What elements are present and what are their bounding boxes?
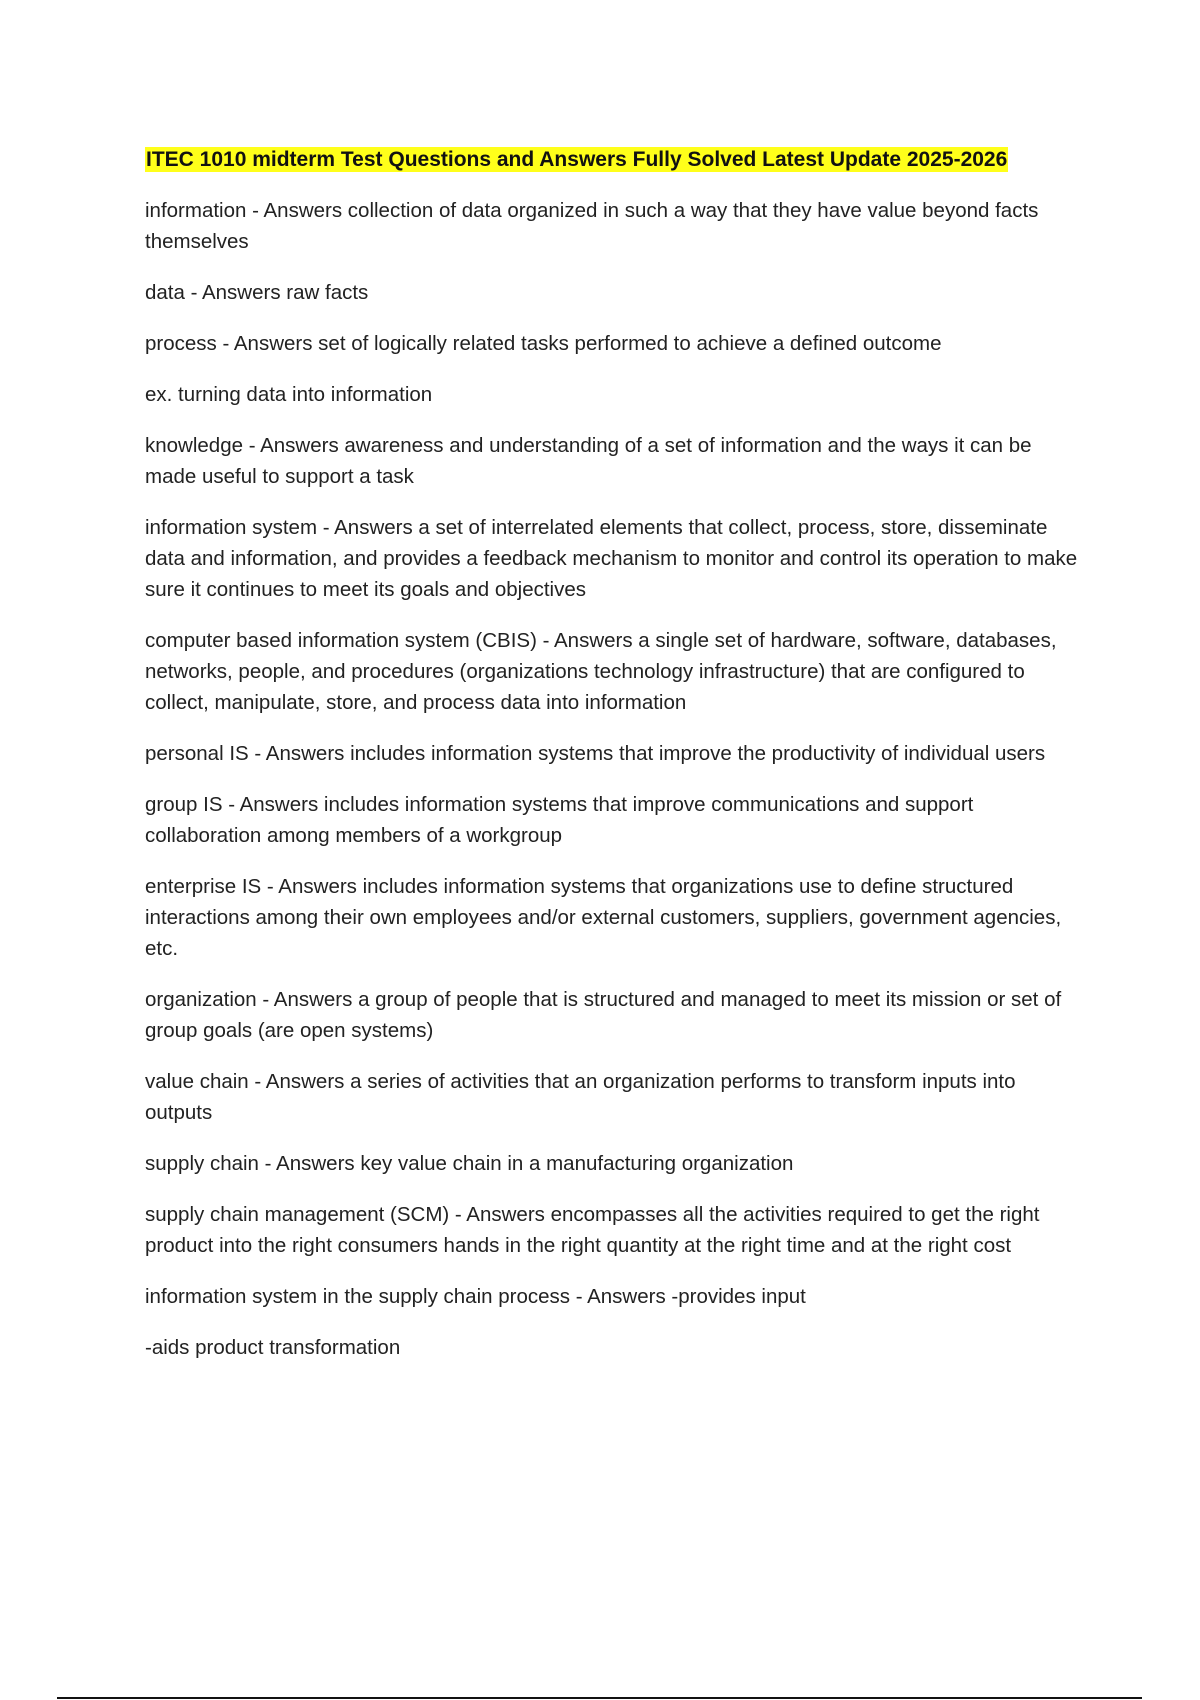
qa-entry-enterprise-is: enterprise IS - Answers includes information systems that organizations use to define structured interactions among their own employees and/or external customers, suppliers, government agencies, etc.: [145, 875, 1062, 960]
qa-entry-aids-product-transformation: -aids product transformation: [145, 1336, 401, 1359]
qa-entry-is-supply-chain-process: information system in the supply chain process - Answers -provides input: [145, 1285, 806, 1308]
qa-entry-group-is: group IS - Answers includes information systems that improve communications and support collaboration among members of a workgroup: [145, 793, 974, 847]
qa-entry-value-chain: value chain - Answers a series of activities that an organization performs to transform inputs into outputs: [145, 1070, 1016, 1124]
qa-entry-data: data - Answers raw facts: [145, 281, 369, 304]
document-title-text: ITEC 1010 midterm Test Questions and Answers Fully Solved Latest Update 2025-2026: [146, 148, 1008, 171]
qa-entry-process: process - Answers set of logically related tasks performed to achieve a defined outcome: [145, 332, 942, 355]
qa-entry-information: information - Answers collection of data organized in such a way that they have value beyond facts themselves: [145, 199, 1039, 253]
footer-divider: [57, 1697, 1142, 1699]
qa-entry-personal-is: personal IS - Answers includes information systems that improve the productivity of individual users: [145, 742, 1046, 765]
qa-entry-supply-chain: supply chain - Answers key value chain in a manufacturing organization: [145, 1152, 794, 1175]
qa-entry-process-example: ex. turning data into information: [145, 383, 433, 406]
document-title: [145, 146, 1008, 173]
qa-entry-cbis: computer based information system (CBIS) - Answers a single set of hardware, software, databases, networks, people, and procedures (organizations technology infrastructure) that are configured to collect, manipulate, store, and process data into information: [145, 629, 1057, 714]
qa-entry-knowledge: knowledge - Answers awareness and understanding of a set of information and the ways it can be made useful to support a task: [145, 434, 1032, 488]
qa-entry-scm: supply chain management (SCM) - Answers encompasses all the activities required to get the right product into the right consumers hands in the right quantity at the right time and at the right cost: [145, 1203, 1040, 1257]
qa-entry-information-system: information system - Answers a set of interrelated elements that collect, process, store, disseminate data and information, and provides a feedback mechanism to monitor and control its operation to make sure it continues to meet its goals and objectives: [145, 516, 1078, 601]
qa-entry-organization: organization - Answers a group of people that is structured and managed to meet its mission or set of group goals (are open systems): [145, 988, 1062, 1042]
qa-list: [145, 195, 1085, 1383]
